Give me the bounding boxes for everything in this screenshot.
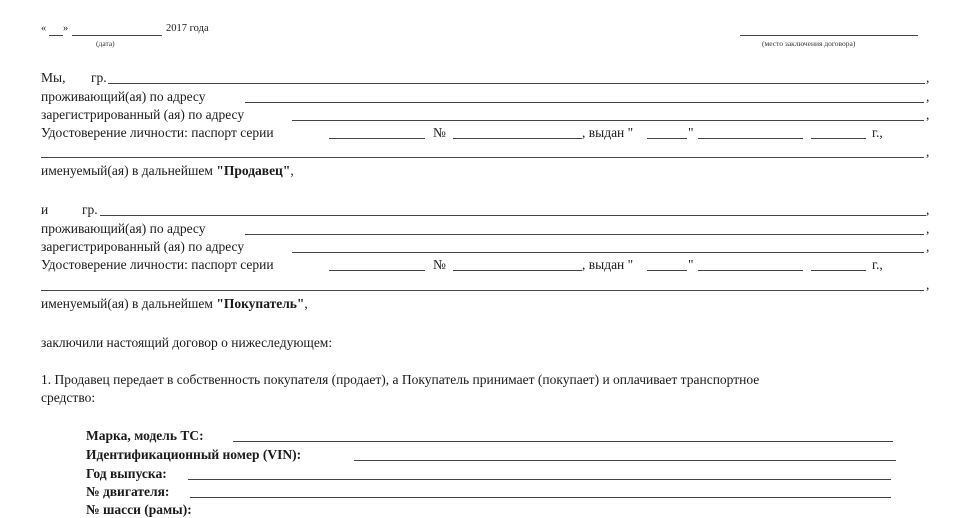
buyer-passport-number-blank[interactable] <box>453 270 582 271</box>
vehicle-make-model-label: Марка, модель ТС: <box>86 428 204 443</box>
seller-registered-blank[interactable] <box>292 120 924 121</box>
place-blank[interactable] <box>740 35 918 36</box>
buyer-registered-comma: , <box>926 239 930 254</box>
buyer-referred <box>41 296 308 312</box>
vehicle-chassis-label: № шасси (рамы): <box>86 502 192 517</box>
buyer-issued-label: , выдан " <box>582 257 634 272</box>
buyer-citizen-label: гр. <box>82 202 98 217</box>
seller-issued-by-comma: , <box>926 144 930 159</box>
buyer-name-blank[interactable] <box>100 215 926 216</box>
seller-issued-quote: " <box>688 125 694 140</box>
seller-issued-year-blank[interactable] <box>811 138 866 139</box>
buyer-registered-label: зарегистрированный (ая) по адресу <box>41 239 245 254</box>
concluded-text: заключили настоящий договор о нижеследующем: <box>41 335 333 350</box>
vehicle-make-model-blank[interactable] <box>233 441 893 442</box>
buyer-number-sign: № <box>433 257 446 272</box>
seller-role: "Продавец" <box>216 163 291 178</box>
seller-number-sign: № <box>433 125 446 140</box>
clause1-line1: 1. Продавец передает в собственность покупателя (продает), а Покупатель принимает (покупает) и оплачивает транспортное <box>41 372 760 387</box>
buyer-registered-blank[interactable] <box>292 252 924 253</box>
seller-passport-series-blank[interactable] <box>329 138 425 139</box>
seller-issued-month-blank[interactable] <box>698 138 803 139</box>
vehicle-engine-blank[interactable] <box>190 497 891 498</box>
buyer-intro: и <box>41 202 49 217</box>
seller-passport-number-blank[interactable] <box>453 138 582 139</box>
buyer-issued-by-comma: , <box>926 277 930 292</box>
seller-intro: Мы, <box>41 70 66 85</box>
vehicle-vin-label: Идентификационный номер (VIN): <box>86 447 302 462</box>
seller-citizen-label: гр. <box>91 70 107 85</box>
seller-year-abbr: г., <box>872 125 883 140</box>
seller-passport-label: Удостоверение личности: паспорт серии <box>41 125 274 140</box>
seller-name-comma: , <box>926 70 930 85</box>
buyer-residing-comma: , <box>926 221 930 236</box>
vehicle-engine-label: № двигателя: <box>86 484 170 499</box>
seller-registered-comma: , <box>926 107 930 122</box>
clause1-line2: средство: <box>41 390 96 405</box>
date-year-text: 2017 года <box>166 23 209 34</box>
buyer-issued-quote: " <box>688 257 694 272</box>
place-caption: (место заключения договора) <box>762 39 856 48</box>
buyer-residing-blank[interactable] <box>245 234 924 235</box>
buyer-passport-series-blank[interactable] <box>329 270 425 271</box>
seller-name-blank[interactable] <box>108 83 925 84</box>
buyer-issued-year-blank[interactable] <box>811 270 866 271</box>
buyer-residing-label: проживающий(ая) по адресу <box>41 221 206 236</box>
buyer-passport-label: Удостоверение личности: паспорт серии <box>41 257 274 272</box>
seller-issued-by-blank[interactable] <box>41 157 924 158</box>
buyer-name-comma: , <box>926 202 930 217</box>
date-caption: (дата) <box>96 39 115 48</box>
vehicle-year-blank[interactable] <box>188 479 891 480</box>
buyer-issued-month-blank[interactable] <box>698 270 803 271</box>
seller-registered-label: зарегистрированный (ая) по адресу <box>41 107 245 122</box>
buyer-year-abbr: г., <box>872 257 883 272</box>
buyer-referred-prefix: именуемый(ая) в дальнейшем <box>41 296 217 311</box>
seller-referred-suffix: , <box>290 163 294 178</box>
date-month-blank[interactable] <box>72 35 162 36</box>
vehicle-year-label: Год выпуска: <box>86 466 167 481</box>
buyer-issued-day-blank[interactable] <box>647 270 687 271</box>
seller-referred-prefix: именуемый(ая) в дальнейшем <box>41 163 217 178</box>
seller-referred <box>41 163 294 179</box>
seller-issued-label: , выдан " <box>582 125 634 140</box>
seller-residing-blank[interactable] <box>245 102 924 103</box>
buyer-role: "Покупатель" <box>216 296 305 311</box>
date-quote-close: » <box>63 23 69 34</box>
vehicle-vin-blank[interactable] <box>354 460 896 461</box>
buyer-referred-suffix: , <box>304 296 308 311</box>
seller-residing-label: проживающий(ая) по адресу <box>41 89 206 104</box>
date-quote-open: « <box>41 23 47 34</box>
seller-residing-comma: , <box>926 89 930 104</box>
seller-issued-day-blank[interactable] <box>647 138 687 139</box>
date-day-blank[interactable] <box>49 35 63 36</box>
buyer-issued-by-blank[interactable] <box>41 290 924 291</box>
